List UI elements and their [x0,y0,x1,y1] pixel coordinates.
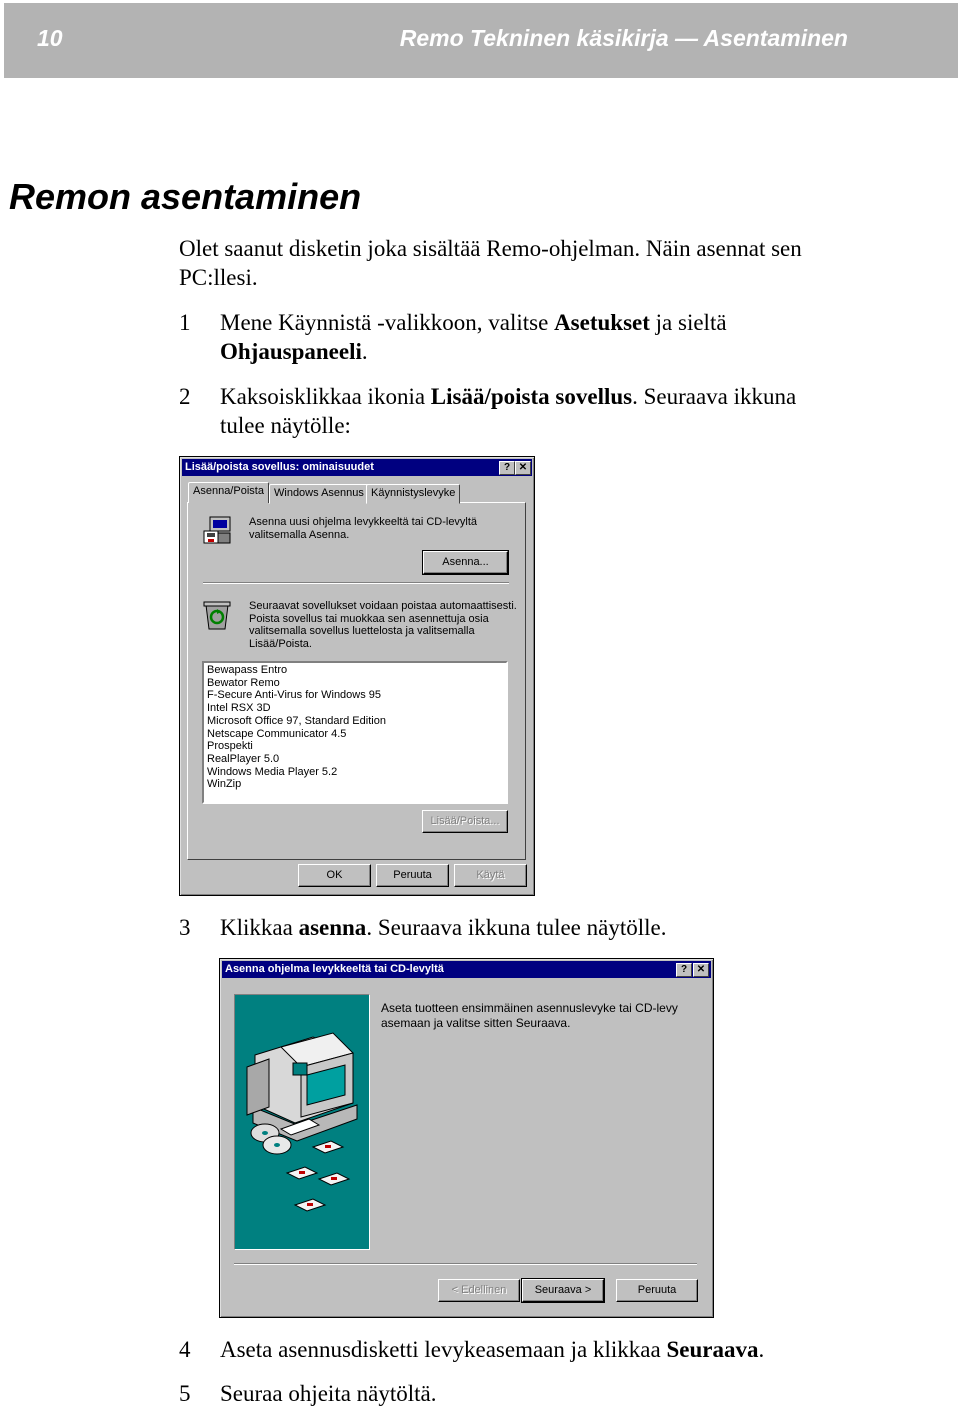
dialog-title: Asenna ohjelma levykkeeltä tai CD-levyltä [225,963,444,975]
list-item[interactable]: Bewator Remo [207,676,280,689]
close-icon[interactable]: ✕ [693,963,709,977]
page-number: 10 [37,25,63,51]
page-header [4,3,958,78]
tab-install-remove[interactable]: Asenna/Poista [188,482,269,503]
next-button[interactable]: Seuraava > [522,1279,604,1302]
step-1-text: Mene Käynnistä -valikkoon, valitse Asetukset ja sieltä [220,310,727,335]
header-title: Remo Tekninen käsikirja — Asentaminen [399,25,848,51]
divider [203,582,509,584]
step-number: 3 [179,915,191,940]
add-remove-programs-dialog [179,456,535,896]
step-number: 1 [179,310,191,335]
ok-button[interactable]: OK [298,864,371,887]
list-item[interactable]: Bewapass Entro [207,664,288,676]
tab-startup-disk[interactable]: Käynnistyslevyke [366,484,460,504]
add-remove-button[interactable]: Lisää/Poista... [422,810,508,833]
remove-description: Seuraavat sovellukset voidaan poistaa automaattisesti. Poista sovellus tai muokkaa sen asennettuja osia valitsemalla sovellus luettelosta ja valitsemalla Lisää/Poista. [249,600,517,651]
install-program-icon [202,515,234,550]
list-item[interactable]: Microsoft Office 97, Standard Edition [207,714,386,727]
list-item[interactable]: F-Secure Anti-Virus for Windows 95 [207,689,382,702]
list-item[interactable]: RealPlayer 5.0 [207,752,280,765]
intro-line-1: Olet saanut disketin joka sisältää Remo-ohjelman. Näin asennat sen [179,236,802,261]
install-button[interactable]: Asenna... [423,551,508,574]
dialog-titlebar [222,961,711,978]
insert-disk-instruction: Aseta tuotteen ensimmäinen asennuslevyke tai CD-levy asemaan ja valitse sitten Seuraava. [381,1001,678,1030]
close-icon[interactable]: ✕ [515,461,531,475]
step-3-text: Klikkaa asenna. Seuraava ikkuna tulee näytölle. [220,915,667,940]
dialog-titlebar [182,459,532,476]
apply-button[interactable]: Käytä [454,864,527,887]
tab-windows-setup[interactable]: Windows Asennus [269,484,369,504]
wizard-illustration [234,994,370,1250]
step-1-text-2: Ohjauspaneeli. [220,339,368,364]
step-5-text: Seuraa ohjeita näytöltä. [220,1381,437,1406]
list-item[interactable]: Windows Media Player 5.2 [207,765,338,778]
step-4-text: Aseta asennusdisketti levykeasemaan ja klikkaa Seuraava. [220,1337,765,1362]
list-item[interactable]: Prospekti [207,740,253,753]
intro-line-2: PC:llesi. [179,265,258,290]
help-icon[interactable]: ? [499,461,515,475]
step-number: 5 [179,1381,191,1406]
step-number: 2 [179,384,191,409]
cancel-button[interactable]: Peruuta [616,1279,698,1302]
divider [234,1263,697,1265]
install-description: Asenna uusi ohjelma levykkeeltä tai CD-levyltä valitsemalla Asenna. [249,516,478,541]
back-button[interactable]: < Edellinen [438,1279,520,1302]
list-item[interactable]: Netscape Communicator 4.5 [207,727,347,740]
step-number: 4 [179,1337,191,1362]
help-icon[interactable]: ? [676,963,692,977]
cancel-button[interactable]: Peruuta [376,864,449,887]
list-item[interactable]: Intel RSX 3D [207,702,271,715]
recycle-icon [202,599,232,634]
step-2-text-2: tulee näytölle: [220,413,351,438]
dialog-title: Lisää/poista sovellus: ominaisuudet [185,461,374,473]
step-2-text: Kaksoisklikkaa ikonia Lisää/poista sovellus. Seuraava ikkuna [220,384,797,409]
install-from-disk-dialog [219,958,714,1318]
program-list[interactable] [202,661,508,804]
page-title: Remon asentaminen [9,176,362,217]
list-item[interactable]: WinZip [207,778,242,791]
